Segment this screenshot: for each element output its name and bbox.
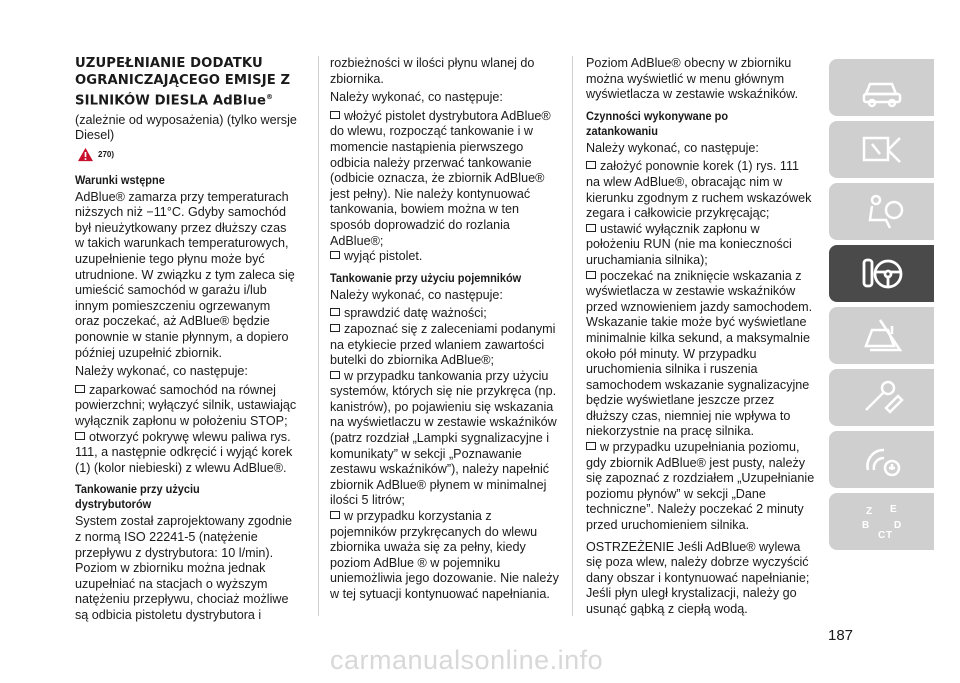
checkbox-bullet-icon xyxy=(330,511,340,519)
paragraph: Należy wykonać, co następuje: xyxy=(330,287,503,302)
checkbox-bullet-icon xyxy=(330,371,340,379)
svg-text:C: C xyxy=(877,529,885,541)
warning-triangle-icon xyxy=(77,147,94,162)
svg-text:Z: Z xyxy=(865,505,872,517)
warning-lights-icon xyxy=(858,130,906,170)
checkbox-bullet-icon xyxy=(330,251,340,259)
car-dashboard-icon xyxy=(858,68,906,108)
checkbox-bullet-icon xyxy=(75,385,85,393)
tab-emergency[interactable] xyxy=(829,307,934,364)
column-divider xyxy=(572,56,573,616)
warning-paragraph: OSTRZEŻENIE Jeśli AdBlue® wylewa się poza wlew, należy dobrze wyczyścić dany obszar i kontynuować napełnianie; Jeśli płyn uległ krystalizacji, należy go usunąć gąbką z ciepłą wodą. xyxy=(586,539,810,616)
paragraph: AdBlue® zamarza przy temperaturach niższych niż −11°C. Gdyby samochód był nieużytkowany przez dłuższy czas w takich warunkach temperaturowych, uzupełnienie tego płynu może być utrudnione. W związku z tym zaleca się umieścić samochód w garażu i/lub innym pomieszczeniu ogrzewanym oraz poczekać, aż AdBlue® będzie ponownie w stanie płynnym, a dopiero później uzupełnić zbiornik. xyxy=(75,189,295,360)
column-2 xyxy=(330,56,559,603)
column-3 xyxy=(586,56,816,621)
paragraph: System został zaprojektowany zgodnie z normą ISO 22241-5 (natężenie przepływu z dystrybutora: 10 l/min). Poziom w zbiorniku można jednak uzupełniać na stacjach o wyższym natężeniu przepływu, chociaż możliwe są odbicia pistoletu dystrybutora i xyxy=(75,514,293,622)
paragraph: Należy wykonać, co następuje: xyxy=(586,140,759,155)
paragraph: rozbieżności w ilości płynu wlanej do zbiornika. xyxy=(330,56,535,86)
checkbox-bullet-icon xyxy=(586,161,596,169)
checkbox-bullet-icon xyxy=(330,111,340,119)
paragraph: Poziom AdBlue® obecny w zbiorniku można wyświetlić w menu głównym wyświetlacza w zestawie wskaźników. xyxy=(586,56,799,102)
subheading-containers: Tankowanie przy użyciu pojemników xyxy=(330,270,522,285)
checkbox-bullet-icon xyxy=(75,432,85,440)
column-divider xyxy=(318,56,319,616)
subheading-dispensers: Tankowanie przy użyciu dystrybutorów xyxy=(75,482,200,512)
connectivity-icon xyxy=(858,440,906,480)
warning-reference: 270) xyxy=(77,147,297,163)
step-item: w przypadku korzystania z pojemników przykręcanych do wlewu zbiornika uważa się za pełny, kiedy poziom AdBlue ® w pojemniku uniemożliwia jego dozowanie. Nie należy w tej sytuacji kontynuować napełniania. xyxy=(330,509,559,601)
svg-text:D: D xyxy=(893,519,901,531)
paragraph: Należy wykonać, co następuje: xyxy=(75,364,248,379)
step-item: włożyć pistolet dystrybutora AdBlue® do wlewu, rozpocząć tankowanie i w momencie nastąpienia pierwszego odbicia należy przerwać tankowanie (odbicie oznacza, że zbiornik AdBlue® jest pełny). Nie należy kontynuować tankowania, bowiem można w ten sposób doprowadzić do rozlania AdBlue®; xyxy=(330,108,551,248)
checkbox-bullet-icon xyxy=(586,271,596,279)
checkbox-bullet-icon xyxy=(586,442,596,450)
svg-text:T: T xyxy=(885,529,892,541)
paragraph: Należy wykonać, co następuje: xyxy=(330,90,503,105)
column-1 xyxy=(75,56,297,627)
chapter-tabs xyxy=(829,59,934,555)
step-item: zapoznać się z zaleceniami podanymi na etykiecie przed wlaniem zawartości butelki do zbiornika AdBlue®; xyxy=(330,321,556,368)
step-item: założyć ponownie korek (1) rys. 111 na wlew AdBlue®, obracając nim w kierunku zgodnym z ruchem wskazówek zegara i całkowicie przykręcając; xyxy=(586,159,812,221)
step-item: otworzyć pokrywę wlewu paliwa rys. 111, a następnie odkręcić i wyjąć korek (1) (kolor niebieski) z wlewu AdBlue®. xyxy=(75,429,293,475)
subheading-preconditions: Warunki wstępne xyxy=(75,172,165,187)
intro-text: (zależnie od wyposażenia) (tylko wersje Diesel) xyxy=(75,112,297,143)
tab-dashboard[interactable] xyxy=(829,59,934,116)
airbag-seat-icon xyxy=(858,192,906,232)
tab-index[interactable] xyxy=(829,493,934,550)
watermark: carmanualsonline.info xyxy=(330,645,604,675)
checkbox-bullet-icon xyxy=(330,324,340,332)
language-index-icon xyxy=(858,502,906,542)
svg-text:E: E xyxy=(889,503,897,515)
emergency-icon xyxy=(858,316,906,356)
step-item: ustawić wyłącznik zapłonu w położeniu RUN (nie ma konieczności uruchamiania silnika); xyxy=(586,221,792,267)
tab-warnings[interactable] xyxy=(829,121,934,178)
step-item: zaparkować samochód na równej powierzchni; wyłączyć silnik, ustawiając wyłącznik zapłonu w położeniu STOP; xyxy=(75,382,297,428)
subheading-after-refuelling: Czynności wykonywane po zatankowaniu xyxy=(586,108,729,138)
key-steering-icon xyxy=(858,254,906,294)
service-wrench-icon xyxy=(858,378,906,418)
page-number: 187 xyxy=(828,627,854,644)
step-item: w przypadku uzupełniania poziomu, gdy zbiornik AdBlue® jest pusty, należy się zapoznać z rozdziałem „Uzupełnianie poziomu płynów” w sekcji „Dane techniczne”. Należy poczekać 2 minuty przed uruchomieniem silnika. xyxy=(586,440,815,533)
step-item: sprawdzić datę ważności; xyxy=(330,306,559,322)
tab-technical-data[interactable] xyxy=(829,431,934,488)
tab-starting-driving[interactable] xyxy=(829,245,934,302)
step-item: poczekać na zniknięcie wskazania z wyświetlacza w zestawie wskaźników przed wznowieniem jazdy samochodem. Wskazanie takie może być wyświetlane minimalnie kilka sekund, a maksymalnie około pół minuty. W przypadku uruchomienia silnika i ruszenia samochodem wskazanie sygnalizacyjne będzie wyświetlane jeszcze przez dłuższy czas, niemniej nie wpływa to niekorzystnie na pracę silnika. xyxy=(586,268,813,439)
svg-text:B: B xyxy=(861,519,869,531)
tab-service[interactable] xyxy=(829,369,934,426)
checkbox-bullet-icon xyxy=(586,224,596,232)
step-item: wyjąć pistolet. xyxy=(330,249,559,265)
section-heading: UZUPEŁNIANIE DODATKU OGRANICZAJĄCEGO EMISJE Z SILNIKÓW DIESLA AdBlue® xyxy=(75,56,291,109)
checkbox-bullet-icon xyxy=(330,308,340,316)
tab-safety[interactable] xyxy=(829,183,934,240)
step-item: w przypadku tankowania przy użyciu systemów, których się nie przykręca (np. kanistrów), po pojawieniu się wskazania na wyświetlaczu w zestawie wskaźników (patrz rozdział „Lampki sygnalizacyjne i komunikaty” w sekcji „Poznawanie zestawu wskaźników”), należy napełnić zbiornik AdBlue® płynem w minimalnej ilości 5 litrów; xyxy=(330,368,557,508)
